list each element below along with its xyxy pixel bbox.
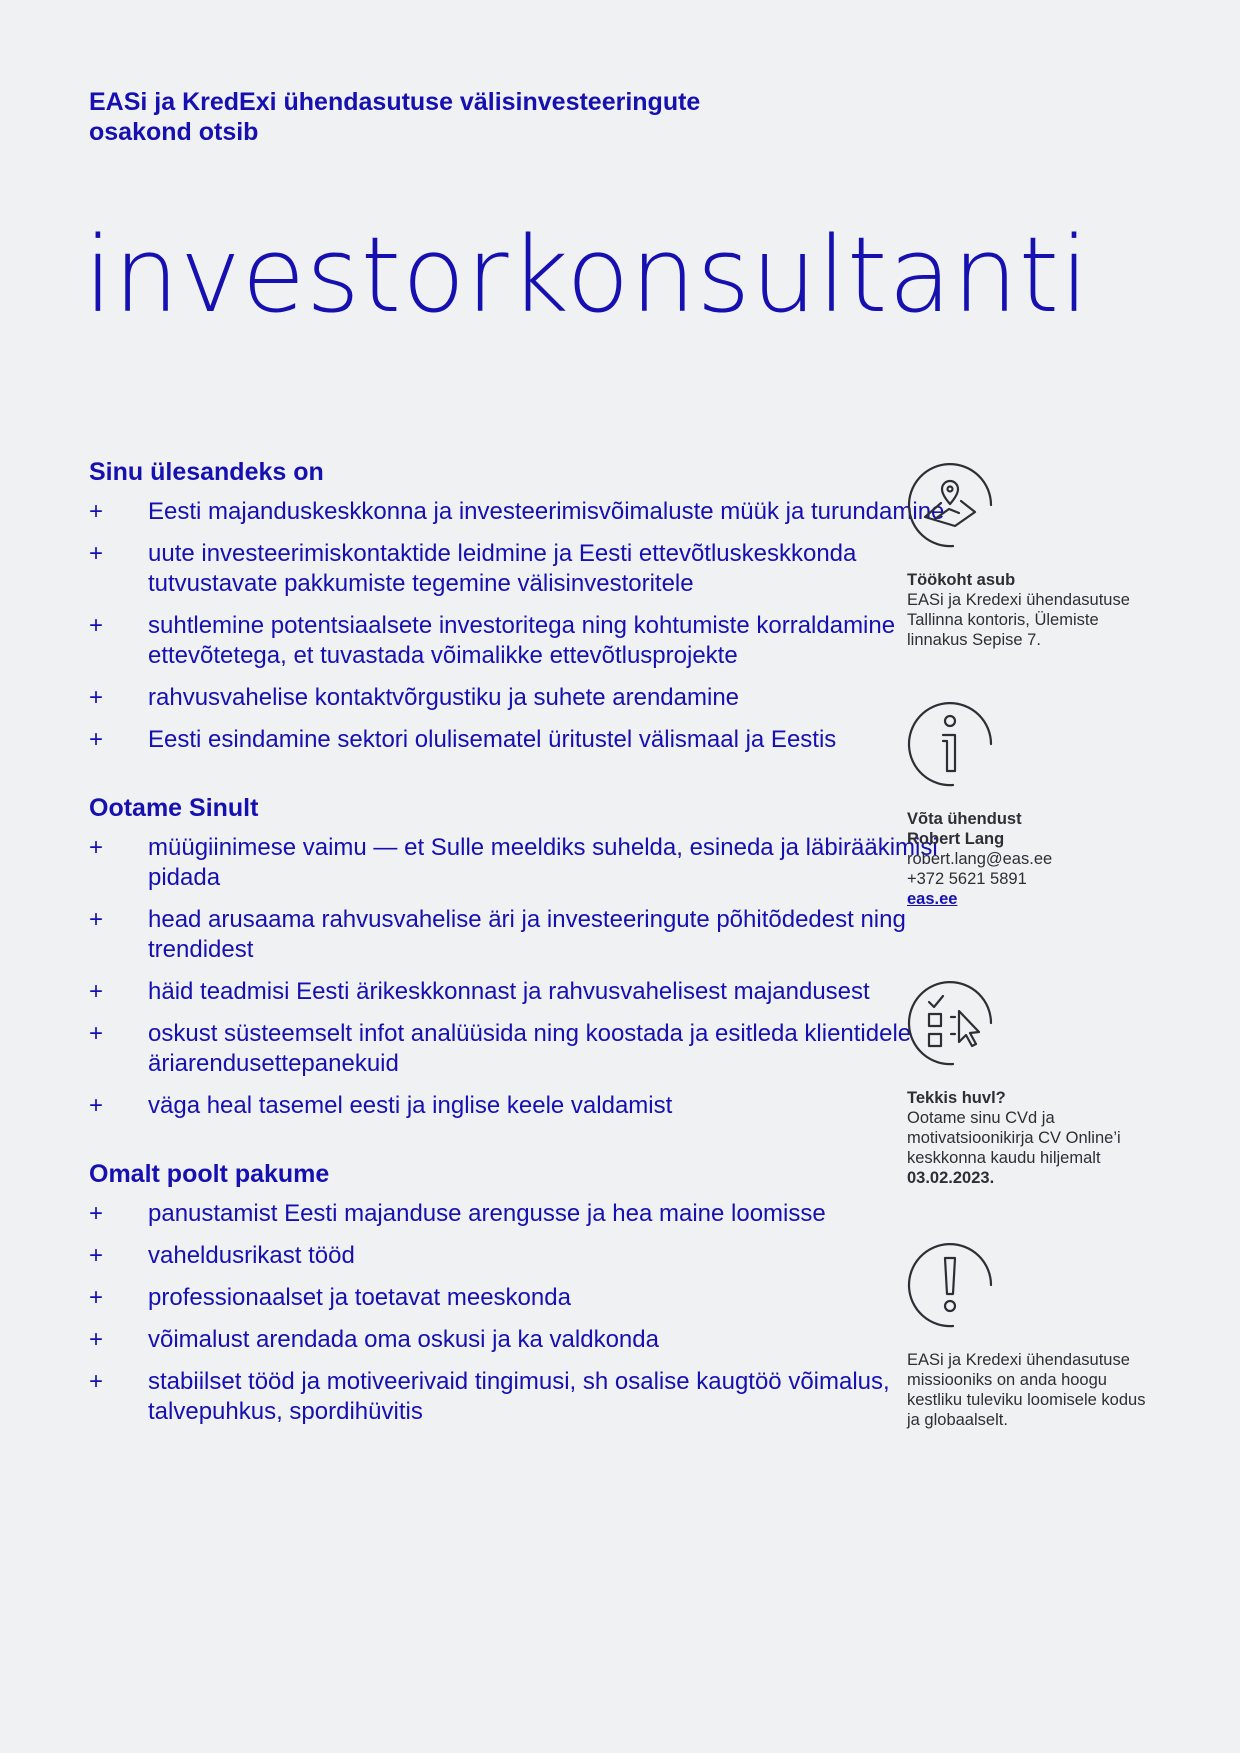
info-icon bbox=[907, 701, 993, 787]
header-kicker: EASi ja KredExi ühendasutuse välisinvesteeringute osakond otsib bbox=[89, 88, 701, 146]
plus-icon: + bbox=[89, 1200, 104, 1227]
list-item-text: oskust süsteemselt infot analüüsida ning koostada ja esitleda klientidele äriarendusettepanekuid bbox=[148, 1020, 912, 1077]
list-item bbox=[89, 1199, 978, 1229]
apply-deadline: 03.02.2023. bbox=[907, 1169, 995, 1187]
list-item-text: häid teadmisi Eesti ärikeskkonnast ja rahvusvahelisest majandusest bbox=[148, 978, 870, 1005]
apply-title: Tekkis huvl? bbox=[907, 1089, 1006, 1107]
list-item-text: panustamist Eesti majanduse arengusse ja hea maine loomisse bbox=[148, 1200, 826, 1227]
plus-icon: + bbox=[89, 1242, 104, 1269]
contact-phone[interactable]: +372 5621 5891 bbox=[907, 870, 1027, 888]
plus-icon: + bbox=[89, 612, 104, 639]
section-offer bbox=[89, 1157, 889, 1427]
list-item bbox=[89, 539, 978, 599]
contact-title: Võta ühendust bbox=[907, 810, 1022, 828]
list-item bbox=[89, 1283, 978, 1313]
list-item-text: suhtlemine potentsiaalsete investoritega ning kohtumiste korraldamine ettevõtetega, et tuvastada võimalikke ettevõtlusprojekte bbox=[148, 612, 896, 669]
apply-text: Ootame sinu CVd ja motivatsioonikirja CV Online’i keskkonna kaudu hiljemalt bbox=[907, 1109, 1121, 1167]
contact-name: Robert Lang bbox=[907, 830, 1005, 848]
list-item-text: vaheldusrikast tööd bbox=[148, 1242, 355, 1269]
list-item bbox=[89, 611, 978, 671]
plus-icon: + bbox=[89, 834, 104, 861]
plus-icon: + bbox=[89, 540, 104, 567]
list-item-text: Eesti esindamine sektori olulisematel üritustel välismaal ja Eestis bbox=[148, 726, 837, 753]
list-item-text: stabiilset tööd ja motiveerivaid tingimusi, sh osalise kaugtöö võimalus, talvepuhkus, spordihüvitis bbox=[148, 1368, 890, 1425]
list-item bbox=[89, 1367, 978, 1427]
list-item-text: võimalust arendada oma oskusi ja ka valdkonda bbox=[148, 1326, 659, 1353]
checklist-cursor-icon bbox=[907, 980, 993, 1066]
sidebar-location bbox=[907, 462, 1157, 650]
list-item-text: professionaalset ja toetavat meeskonda bbox=[148, 1284, 571, 1311]
list-item bbox=[89, 497, 978, 527]
page-title: investorkonsultanti bbox=[84, 214, 1090, 336]
list-item bbox=[89, 1325, 978, 1355]
list-item-text: rahvusvahelise kontaktvõrgustiku ja suhete arendamine bbox=[148, 684, 740, 711]
list-item bbox=[89, 833, 978, 893]
section-title: Sinu ülesandeks on bbox=[89, 458, 324, 486]
list-item-text: väga heal tasemel eesti ja inglise keele valdamist bbox=[148, 1092, 673, 1119]
location-text: EASi ja Kredexi ühendasutuse Tallinna kontoris, Ülemiste linnakus Sepise 7. bbox=[907, 591, 1130, 649]
list-item bbox=[89, 725, 978, 755]
list-item bbox=[89, 1019, 978, 1079]
plus-icon: + bbox=[89, 1368, 104, 1395]
list-item-text: head arusaama rahvusvahelise äri ja investeeringute põhitõdedest ning trendidest bbox=[148, 906, 906, 963]
map-pin-icon bbox=[907, 462, 993, 548]
mission-text: EASi ja Kredexi ühendasutuse missiooniks on anda hoogu kestliku tuleviku loomisele kodus ja globaalselt. bbox=[907, 1351, 1146, 1429]
list-item bbox=[89, 1241, 978, 1271]
website-link[interactable]: eas.ee bbox=[907, 890, 958, 908]
list-item bbox=[89, 1091, 978, 1121]
plus-icon: + bbox=[89, 726, 104, 753]
plus-icon: + bbox=[89, 1092, 104, 1119]
plus-icon: + bbox=[89, 1284, 104, 1311]
plus-icon: + bbox=[89, 978, 104, 1005]
plus-icon: + bbox=[89, 906, 104, 933]
exclamation-icon bbox=[907, 1242, 993, 1328]
list-item-text: uute investeerimiskontaktide leidmine ja Eesti ettevõtluskeskkonda tutvustavate pakkumiste tegemine välisinvestoritele bbox=[148, 540, 857, 597]
sidebar-mission bbox=[907, 1242, 1157, 1430]
sidebar-apply bbox=[907, 980, 1157, 1188]
section-title: Omalt poolt pakume bbox=[89, 1160, 330, 1188]
bullet-list bbox=[89, 1199, 889, 1427]
list-item bbox=[89, 977, 978, 1007]
section-tasks bbox=[89, 455, 945, 755]
plus-icon: + bbox=[89, 1020, 104, 1047]
section-title: Ootame Sinult bbox=[89, 794, 259, 822]
list-item bbox=[89, 683, 978, 713]
list-item-text: müügiinimese vaimu — et Sulle meeldiks suhelda, esineda ja läbirääkimisi pidada bbox=[148, 834, 938, 891]
plus-icon: + bbox=[89, 498, 104, 525]
bullet-list bbox=[89, 497, 945, 755]
list-item-text: Eesti majanduskeskkonna ja investeerimisvõimaluste müük ja turundamine bbox=[148, 498, 945, 525]
plus-icon: + bbox=[89, 684, 104, 711]
plus-icon: + bbox=[89, 1326, 104, 1353]
sidebar-contact bbox=[907, 701, 1157, 909]
contact-email[interactable]: robert.lang@eas.ee bbox=[907, 850, 1053, 868]
list-item bbox=[89, 905, 978, 965]
location-title: Töökoht asub bbox=[907, 571, 1016, 589]
